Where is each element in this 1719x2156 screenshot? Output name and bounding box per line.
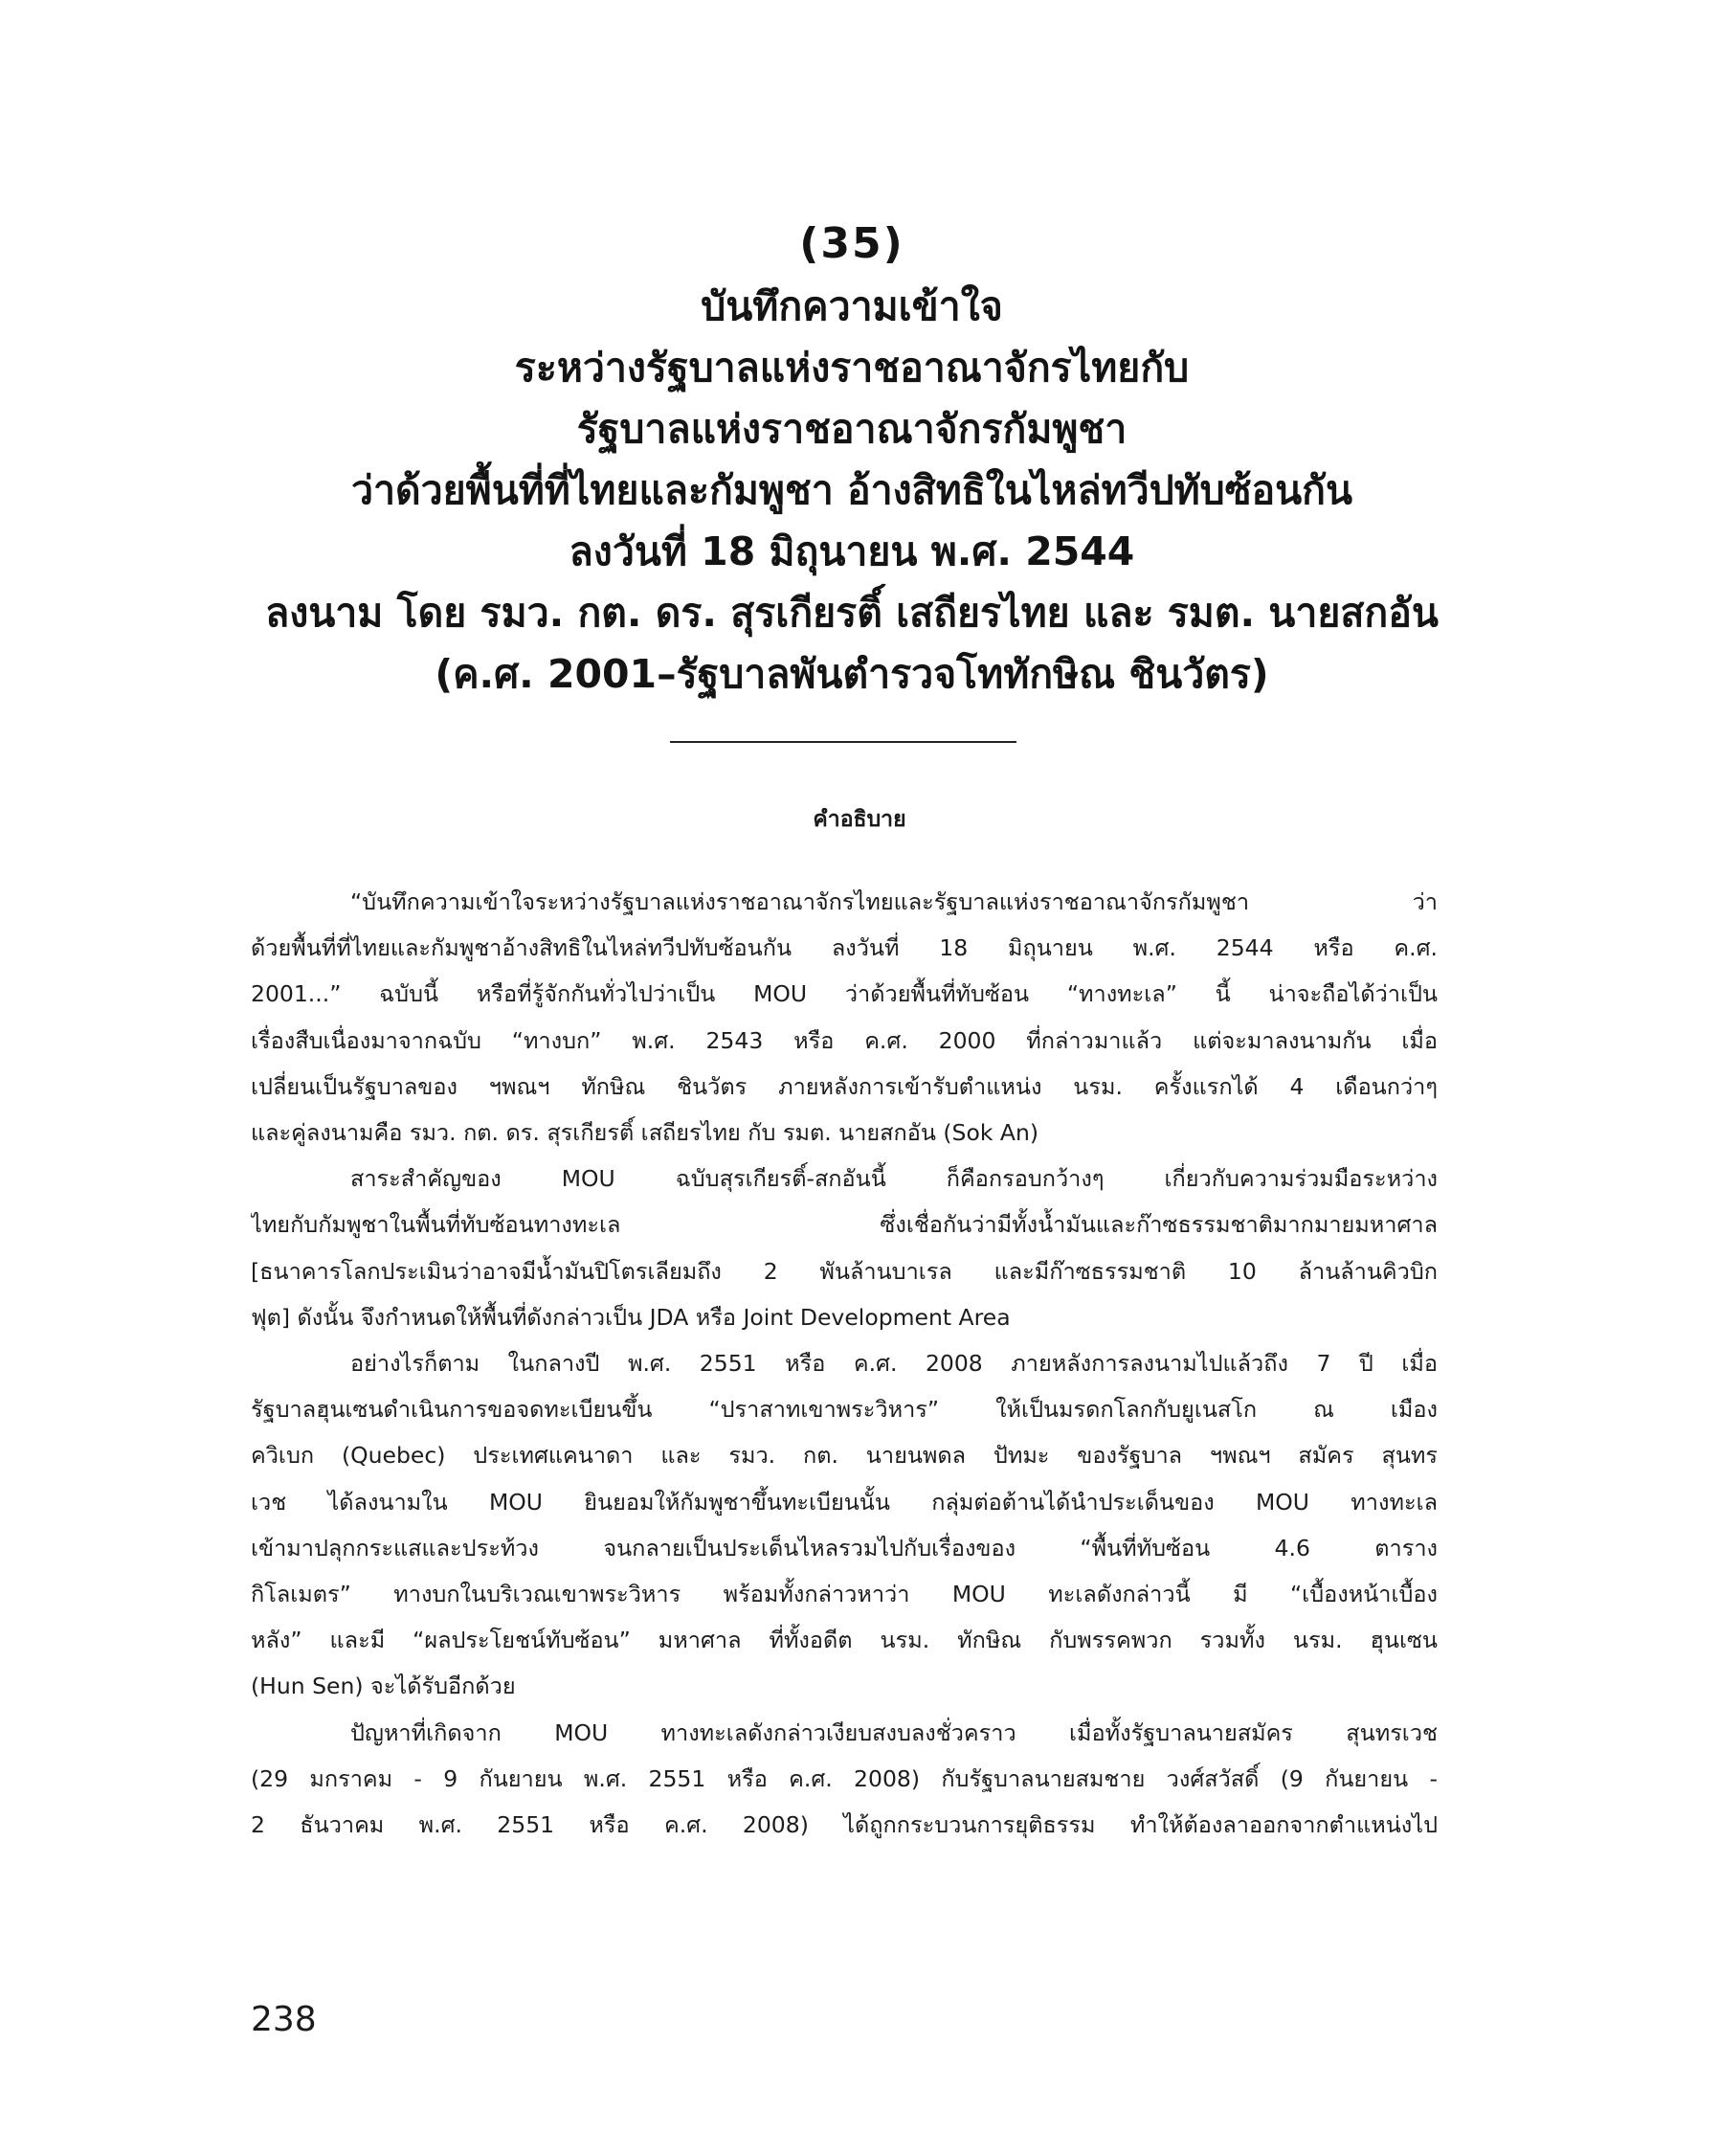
title-line: ลงนาม โดย รมว. กต. ดร. สุรเกียรติ์ เสถียรไทย และ รมต. นายสกอัน [265,590,1439,636]
body-text [251,879,1438,1848]
body-line: กิโลเมตร” ทางบกในบริเวณเขาพระวิหาร พร้อมทั้งกล่าวหาว่า MOU ทะเลดังกล่าวนี้ มี “เบื้องหน้าเบื้อง [251,1581,1438,1608]
body-line: ด้วยพื้นที่ที่ไทยและกัมพูชาอ้างสิทธิในไหล่ทวีปทับซ้อนกัน ลงวันที่ 18 มิถุนายน พ.ศ. 2544 หรือ ค.ศ. [251,934,1438,962]
body-line: รัฐบาลฮุนเซนดำเนินการขอจดทะเบียนขึ้น “ปราสาทเขาพระวิหาร” ให้เป็นมรดกโลกกับยูเนสโก ณ เมือง [251,1396,1438,1424]
page-number: 238 [251,2000,317,2039]
title-line: (ค.ศ. 2001–รัฐบาลพันตำรวจโททักษิณ ชินวัตร) [435,651,1269,697]
body-line: อย่างไรก็ตาม ในกลางปี พ.ศ. 2551 หรือ ค.ศ. 2008 ภายหลังการลงนามไปแล้วถึง 7 ปี เมื่อ [350,1350,1438,1378]
body-line: สาระสำคัญของ MOU ฉบับสุรเกียรติ์-สกอันนี้ ก็คือกรอบกว้างๆ เกี่ยวกับความร่วมมือระหว่าง [350,1165,1438,1193]
body-line: (29 มกราคม - 9 กันยายน พ.ศ. 2551 หรือ ค.ศ. 2008) กับรัฐบาลนายสมชาย วงศ์สวัสดิ์ (9 กันยายน - [251,1764,1438,1792]
title-line: ระหว่างรัฐบาลแห่งราชอาณาจักรไทยกับ [514,345,1190,391]
title-divider [670,741,1016,743]
body-line: (Hun Sen) จะได้รับอีกด้วย [251,1673,516,1700]
title-line: ลงวันที่ 18 มิถุนายน พ.ศ. 2544 [569,528,1135,574]
body-line: หลัง” และมี “ผลประโยชน์ทับซ้อน” มหาศาล ที่ทั้งอดีต นรม. ทักษิณ กับพรรคพวก รวมทั้ง นรม. ฮุนเซน [251,1627,1438,1654]
document-title [172,213,1531,705]
body-line: 2 ธันวาคม พ.ศ. 2551 หรือ ค.ศ. 2008) ได้ถูกกระบวนการยุติธรรม ทำให้ต้องลาออกจากตำแหน่งไป [251,1811,1438,1839]
body-line: เรื่องสืบเนื่องมาจากฉบับ “ทางบก” พ.ศ. 2543 หรือ ค.ศ. 2000 ที่กล่าวมาแล้ว แต่จะมาลงนามกัน เมื่อ [251,1026,1438,1054]
title-line: ว่าด้วยพื้นที่ที่ไทยและกัมพูชา อ้างสิทธิในไหล่ทวีปทับซ้อนกัน [350,467,1353,513]
body-line: เวช ได้ลงนามใน MOU ยินยอมให้กัมพูชาขึ้นทะเบียนนั้น กลุ่มต่อต้านได้นำประเด็นของ MOU ทางทะเล [251,1488,1438,1516]
body-line: “บันทึกความเข้าใจระหว่างรัฐบาลแห่งราชอาณาจักรไทยและรัฐบาลแห่งราชอาณาจักรกัมพูชา ว่า [350,888,1438,915]
document-number: (35) [799,219,904,268]
body-line: ไทยกับกัมพูชาในพื้นที่ทับซ้อนทางทะเล ซึ่งเชื่อกันว่ามีทั้งน้ำมันและก๊าซธรรมชาติมากมายมหาศาล [251,1211,1438,1239]
title-line: บันทึกความเข้าใจ [701,283,1003,329]
body-line: ปัญหาที่เกิดจาก MOU ทางทะเลดังกล่าวเงียบสงบลงชั่วคราว เมื่อทั้งรัฐบาลนายสมัคร สุนทรเวช [350,1718,1438,1746]
body-line: 2001...” ฉบับนี้ หรือที่รู้จักกันทั่วไปว่าเป็น MOU ว่าด้วยพื้นที่ทับซ้อน “ทางทะเล” นี้ น่าจะถือได้ว่าเป็น [251,980,1438,1008]
body-line: เข้ามาปลุกกระแสและประท้วง จนกลายเป็นประเด็นไหลรวมไปกับเรื่องของ “พื้นที่ทับซ้อน 4.6 ตาราง [251,1534,1438,1561]
body-line: [ธนาคารโลกประเมินว่าอาจมีน้ำมันปิโตรเลียมถึง 2 พันล้านบาเรล และมีก๊าซธรรมชาติ 10 ล้านล้านคิวบิก [251,1257,1438,1285]
body-line: ควิเบก (Quebec) ประเทศแคนาดา และ รมว. กต. นายนพดล ปัทมะ ของรัฐบาล ฯพณฯ สมัคร สุนทร [251,1442,1438,1470]
body-line: เปลี่ยนเป็นรัฐบาลของ ฯพณฯ ทักษิณ ชินวัตร ภายหลังการเข้ารับตำแหน่ง นรม. ครั้งแรกได้ 4 เดือนกว่าๆ [251,1072,1438,1100]
body-line: และคู่ลงนามคือ รมว. กต. ดร. สุรเกียรติ์ เสถียรไทย กับ รมต. นายสกอัน (Sok An) [251,1119,1039,1147]
body-line: ฟุต] ดังนั้น จึงกำหนดให้พื้นที่ดังกล่าวเป็น JDA หรือ Joint Development Area [251,1303,1011,1331]
section-heading: คำอธิบาย [813,807,906,832]
title-line: รัฐบาลแห่งราชอาณาจักรกัมพูชา [576,406,1127,452]
